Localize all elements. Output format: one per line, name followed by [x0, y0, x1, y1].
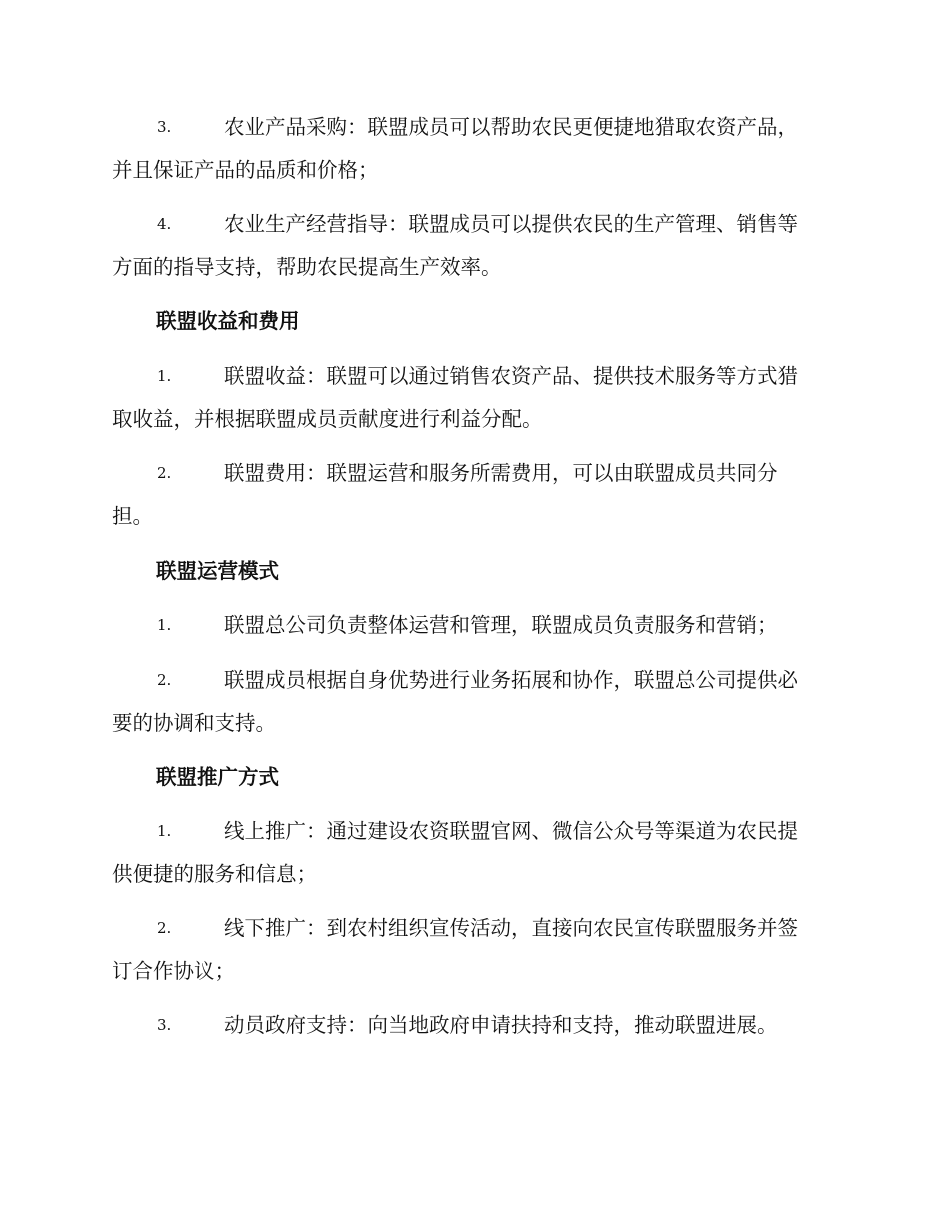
list-item-text: 农业产品采购：联盟成员可以帮助农民更便捷地猎取农资产品，	[224, 115, 798, 139]
list-item-continuation: 方面的指导支持，帮助农民提高生产效率。	[112, 255, 502, 279]
list-item-text: 动员政府支持：向当地政府申请扶持和支持，推动联盟进展。	[224, 1013, 778, 1037]
list-number: 3.	[157, 118, 172, 136]
section-heading: 联盟收益和费用	[156, 309, 300, 333]
list-item-text: 线下推广：到农村组织宣传活动，直接向农民宣传联盟服务并签	[224, 916, 798, 940]
list-item-text: 联盟总公司负责整体运营和管理，联盟成员负责服务和营销；	[224, 613, 778, 637]
list-item-continuation: 取收益，并根据联盟成员贡献度进行利益分配。	[112, 407, 543, 431]
list-number: 2.	[157, 464, 172, 482]
list-item-text: 农业生产经营指导：联盟成员可以提供农民的生产管理、销售等	[224, 212, 798, 236]
list-item-text: 联盟收益：联盟可以通过销售农资产品、提供技术服务等方式猎	[224, 364, 798, 388]
list-number: 2.	[157, 671, 172, 689]
list-number: 4.	[157, 215, 172, 233]
list-number: 1.	[157, 616, 172, 634]
list-item-text: 联盟费用：联盟运营和服务所需费用，可以由联盟成员共同分	[224, 461, 778, 485]
list-item-continuation: 供便捷的服务和信息；	[112, 862, 317, 886]
list-number: 1.	[157, 367, 172, 385]
list-number: 2.	[157, 919, 172, 937]
list-item-continuation: 担。	[112, 504, 153, 528]
section-heading: 联盟推广方式	[156, 765, 279, 789]
list-item-text: 线上推广：通过建设农资联盟官网、微信公众号等渠道为农民提	[224, 819, 798, 843]
list-item-continuation: 订合作协议；	[112, 959, 235, 983]
list-number: 1.	[157, 822, 172, 840]
list-item-text: 联盟成员根据自身优势进行业务拓展和协作，联盟总公司提供必	[224, 668, 798, 692]
list-item-continuation: 要的协调和支持。	[112, 711, 276, 735]
section-heading: 联盟运营模式	[156, 559, 279, 583]
list-number: 3.	[157, 1016, 172, 1034]
list-item-continuation: 并且保证产品的品质和价格；	[112, 158, 379, 182]
